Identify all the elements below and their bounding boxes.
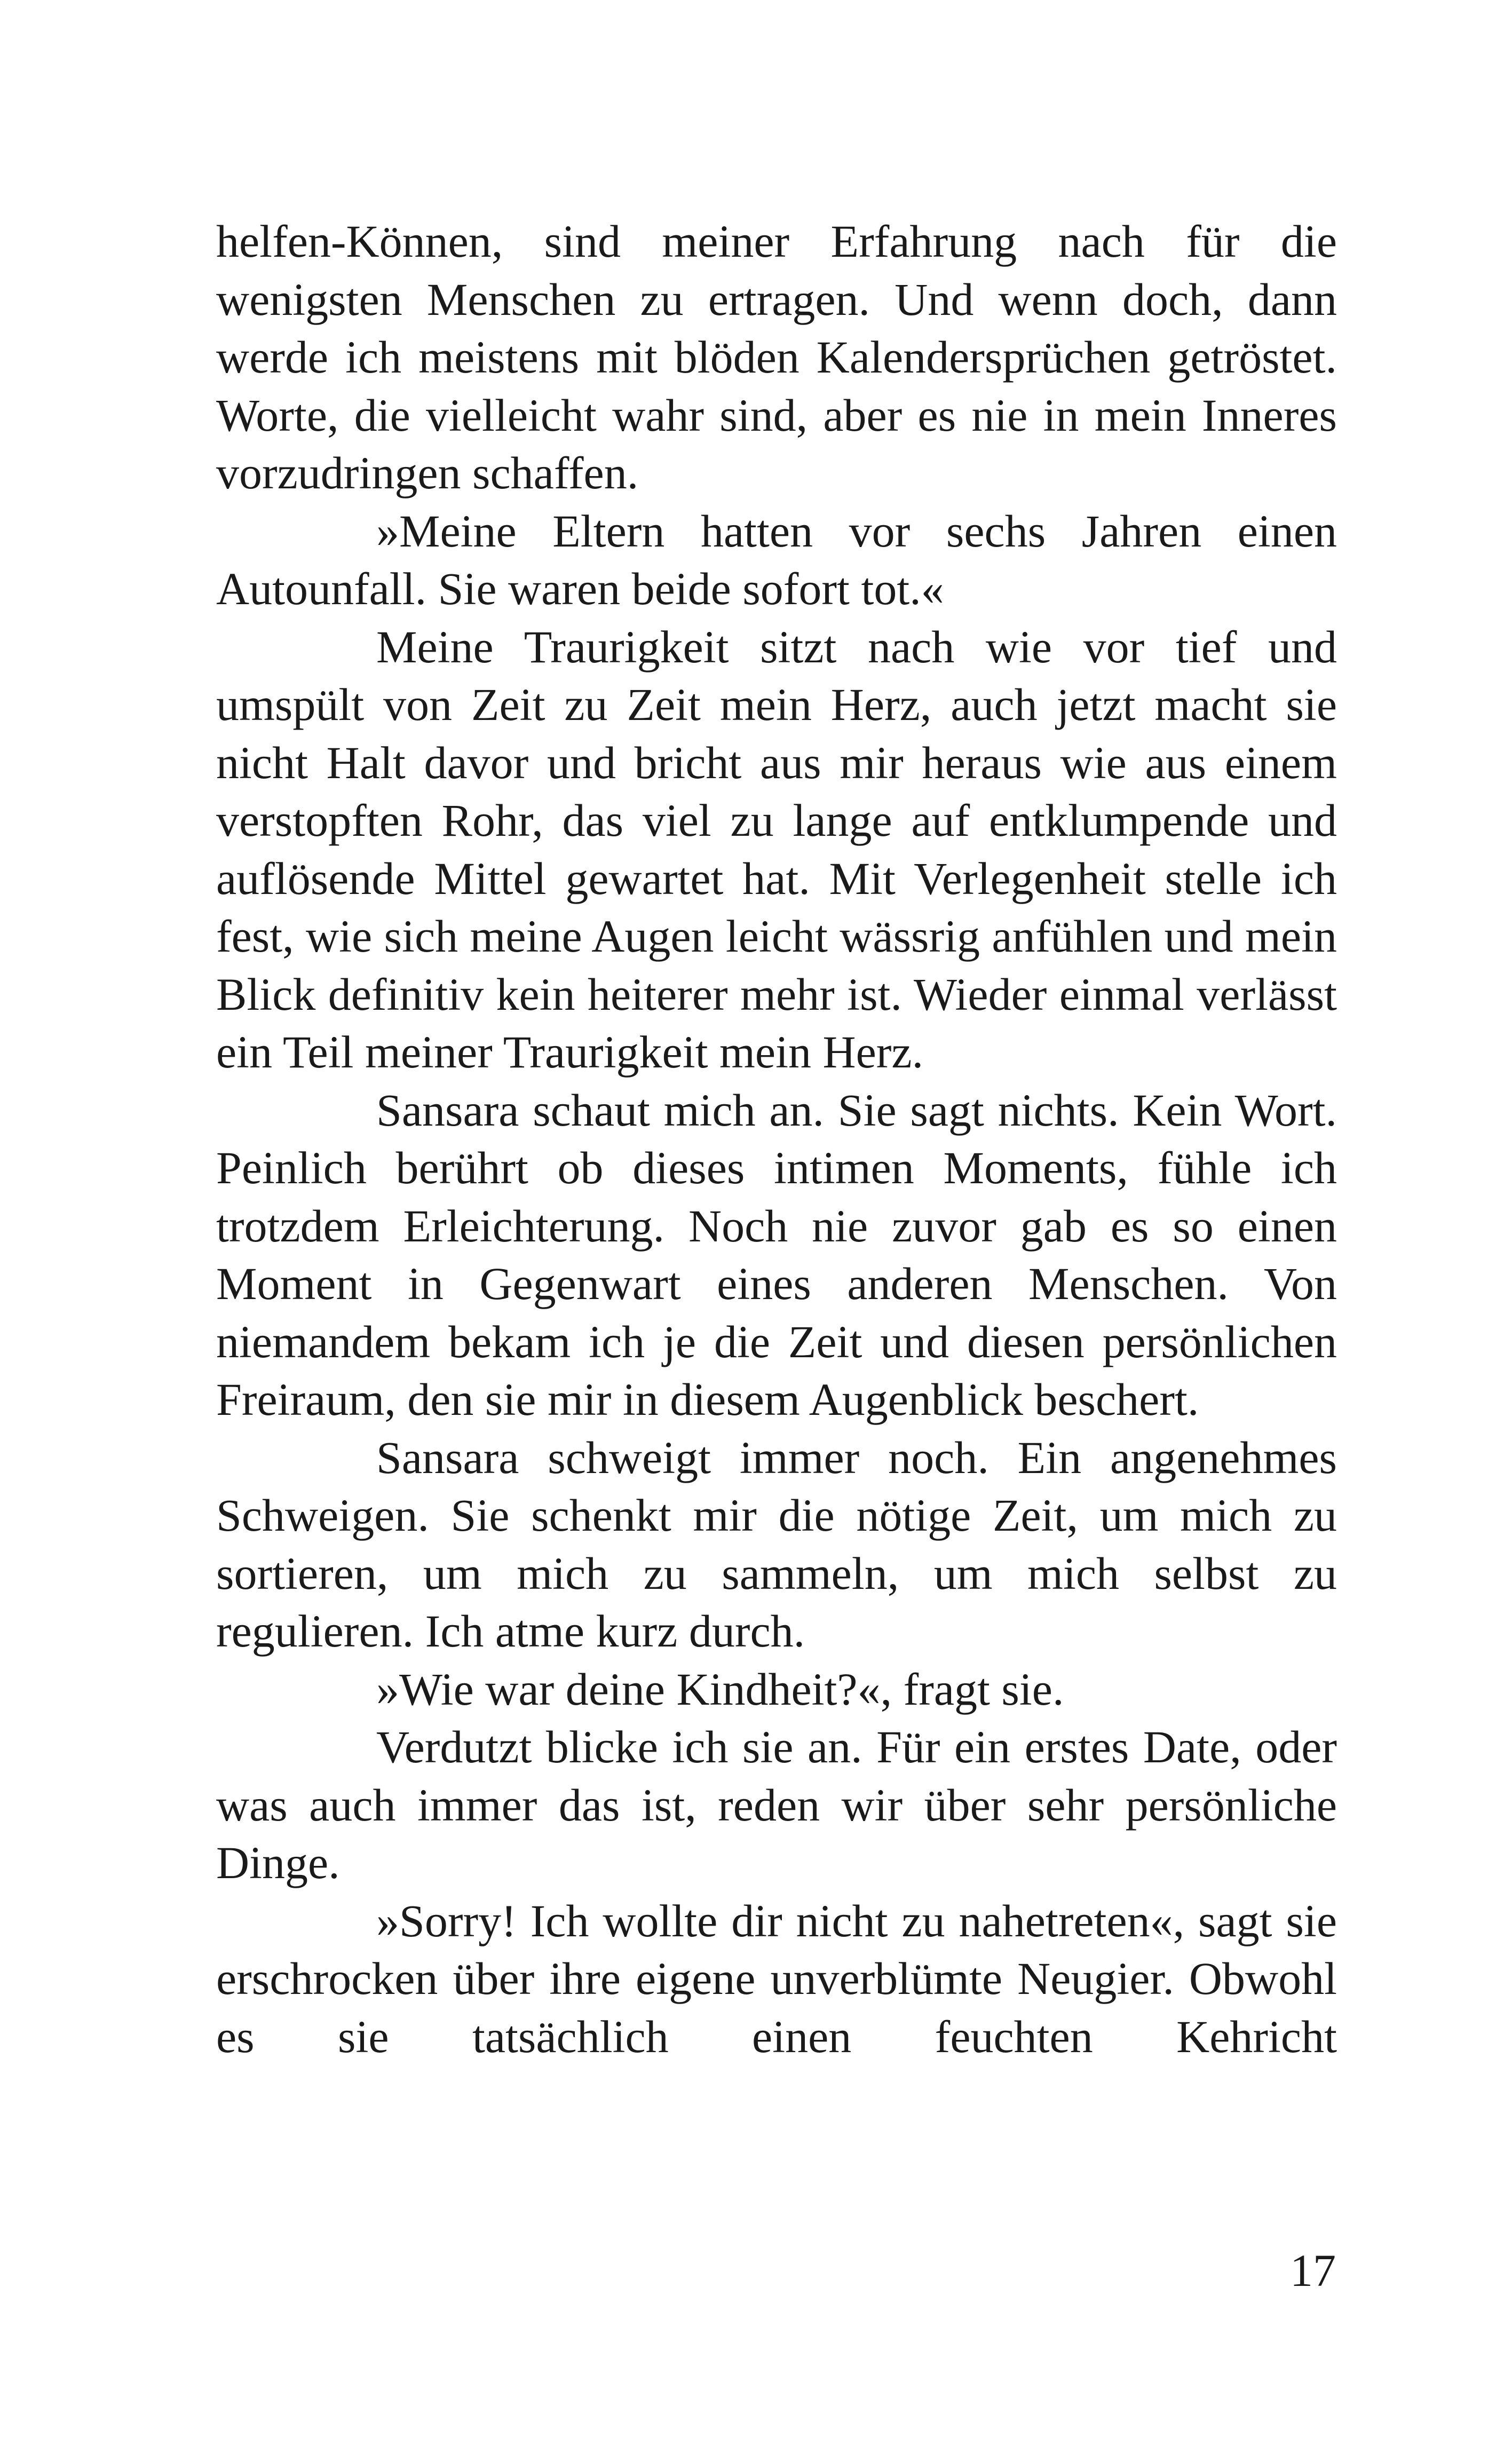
paragraph-5: Sansara schweigt immer noch. Ein angenehmes Schweigen. Sie schenkt mir die nötige Zeit, um mich zu sortieren, um mich zu sammeln, um mich selbst zu regulieren. Ich atme kurz durch. xyxy=(216,1431,1337,1657)
paragraph-8: »Sorry! Ich wollte dir nicht zu nahetreten«, sagt sie erschrocken über ihre eigene unverblümte Neugier. Obwohl es sie tatsächlich einen feuchten Kehricht xyxy=(216,1895,1337,2062)
paragraph-2: »Meine Eltern hatten vor sechs Jahren einen Autounfall. Sie waren beide sofort tot.« xyxy=(216,505,1337,614)
paragraph-6: »Wie war deine Kindheit?«, fragt sie. xyxy=(376,1663,1064,1715)
body-text xyxy=(216,212,1337,2065)
page-number: 17 xyxy=(1290,2245,1336,2296)
paragraph-3: Meine Traurigkeit sitzt nach wie vor tief und umspült von Zeit zu Zeit mein Herz, auch jetzt macht sie nicht Halt davor und bricht aus mir heraus wie aus einem verstopften Rohr, das viel zu lange auf entklumpende und auflösende Mittel gewartet hat. Mit Verlegenheit stelle ich fest, wie sich meine Augen leicht wässrig anfühlen und mein Blick definitiv kein heiterer mehr ist. Wieder einmal verlässt ein Teil meiner Traurigkeit mein Herz. xyxy=(216,621,1337,1078)
paragraph-1: helfen-Können, sind meiner Erfahrung nach für die wenigsten Menschen zu ertragen. Und wenn doch, dann werde ich meistens mit blöden Kalendersprüchen getröstet. Worte, die vielleicht wahr sind, aber es nie in mein Inneres vorzudringen schaffen. xyxy=(216,216,1337,498)
paragraph-4: Sansara schaut mich an. Sie sagt nichts. Kein Wort. Peinlich berührt ob dieses intimen Moments, fühle ich trotzdem Erleichterung. Noch nie zuvor gab es so einen Moment in Gegenwart eines anderen Menschen. Von niemandem bekam ich je die Zeit und diesen persönlichen Freiraum, den sie mir in diesem Augenblick beschert. xyxy=(216,1084,1337,1425)
paragraph-7: Verdutzt blicke ich sie an. Für ein erstes Date, oder was auch immer das ist, reden wir über sehr persönliche Dinge. xyxy=(216,1721,1337,1888)
